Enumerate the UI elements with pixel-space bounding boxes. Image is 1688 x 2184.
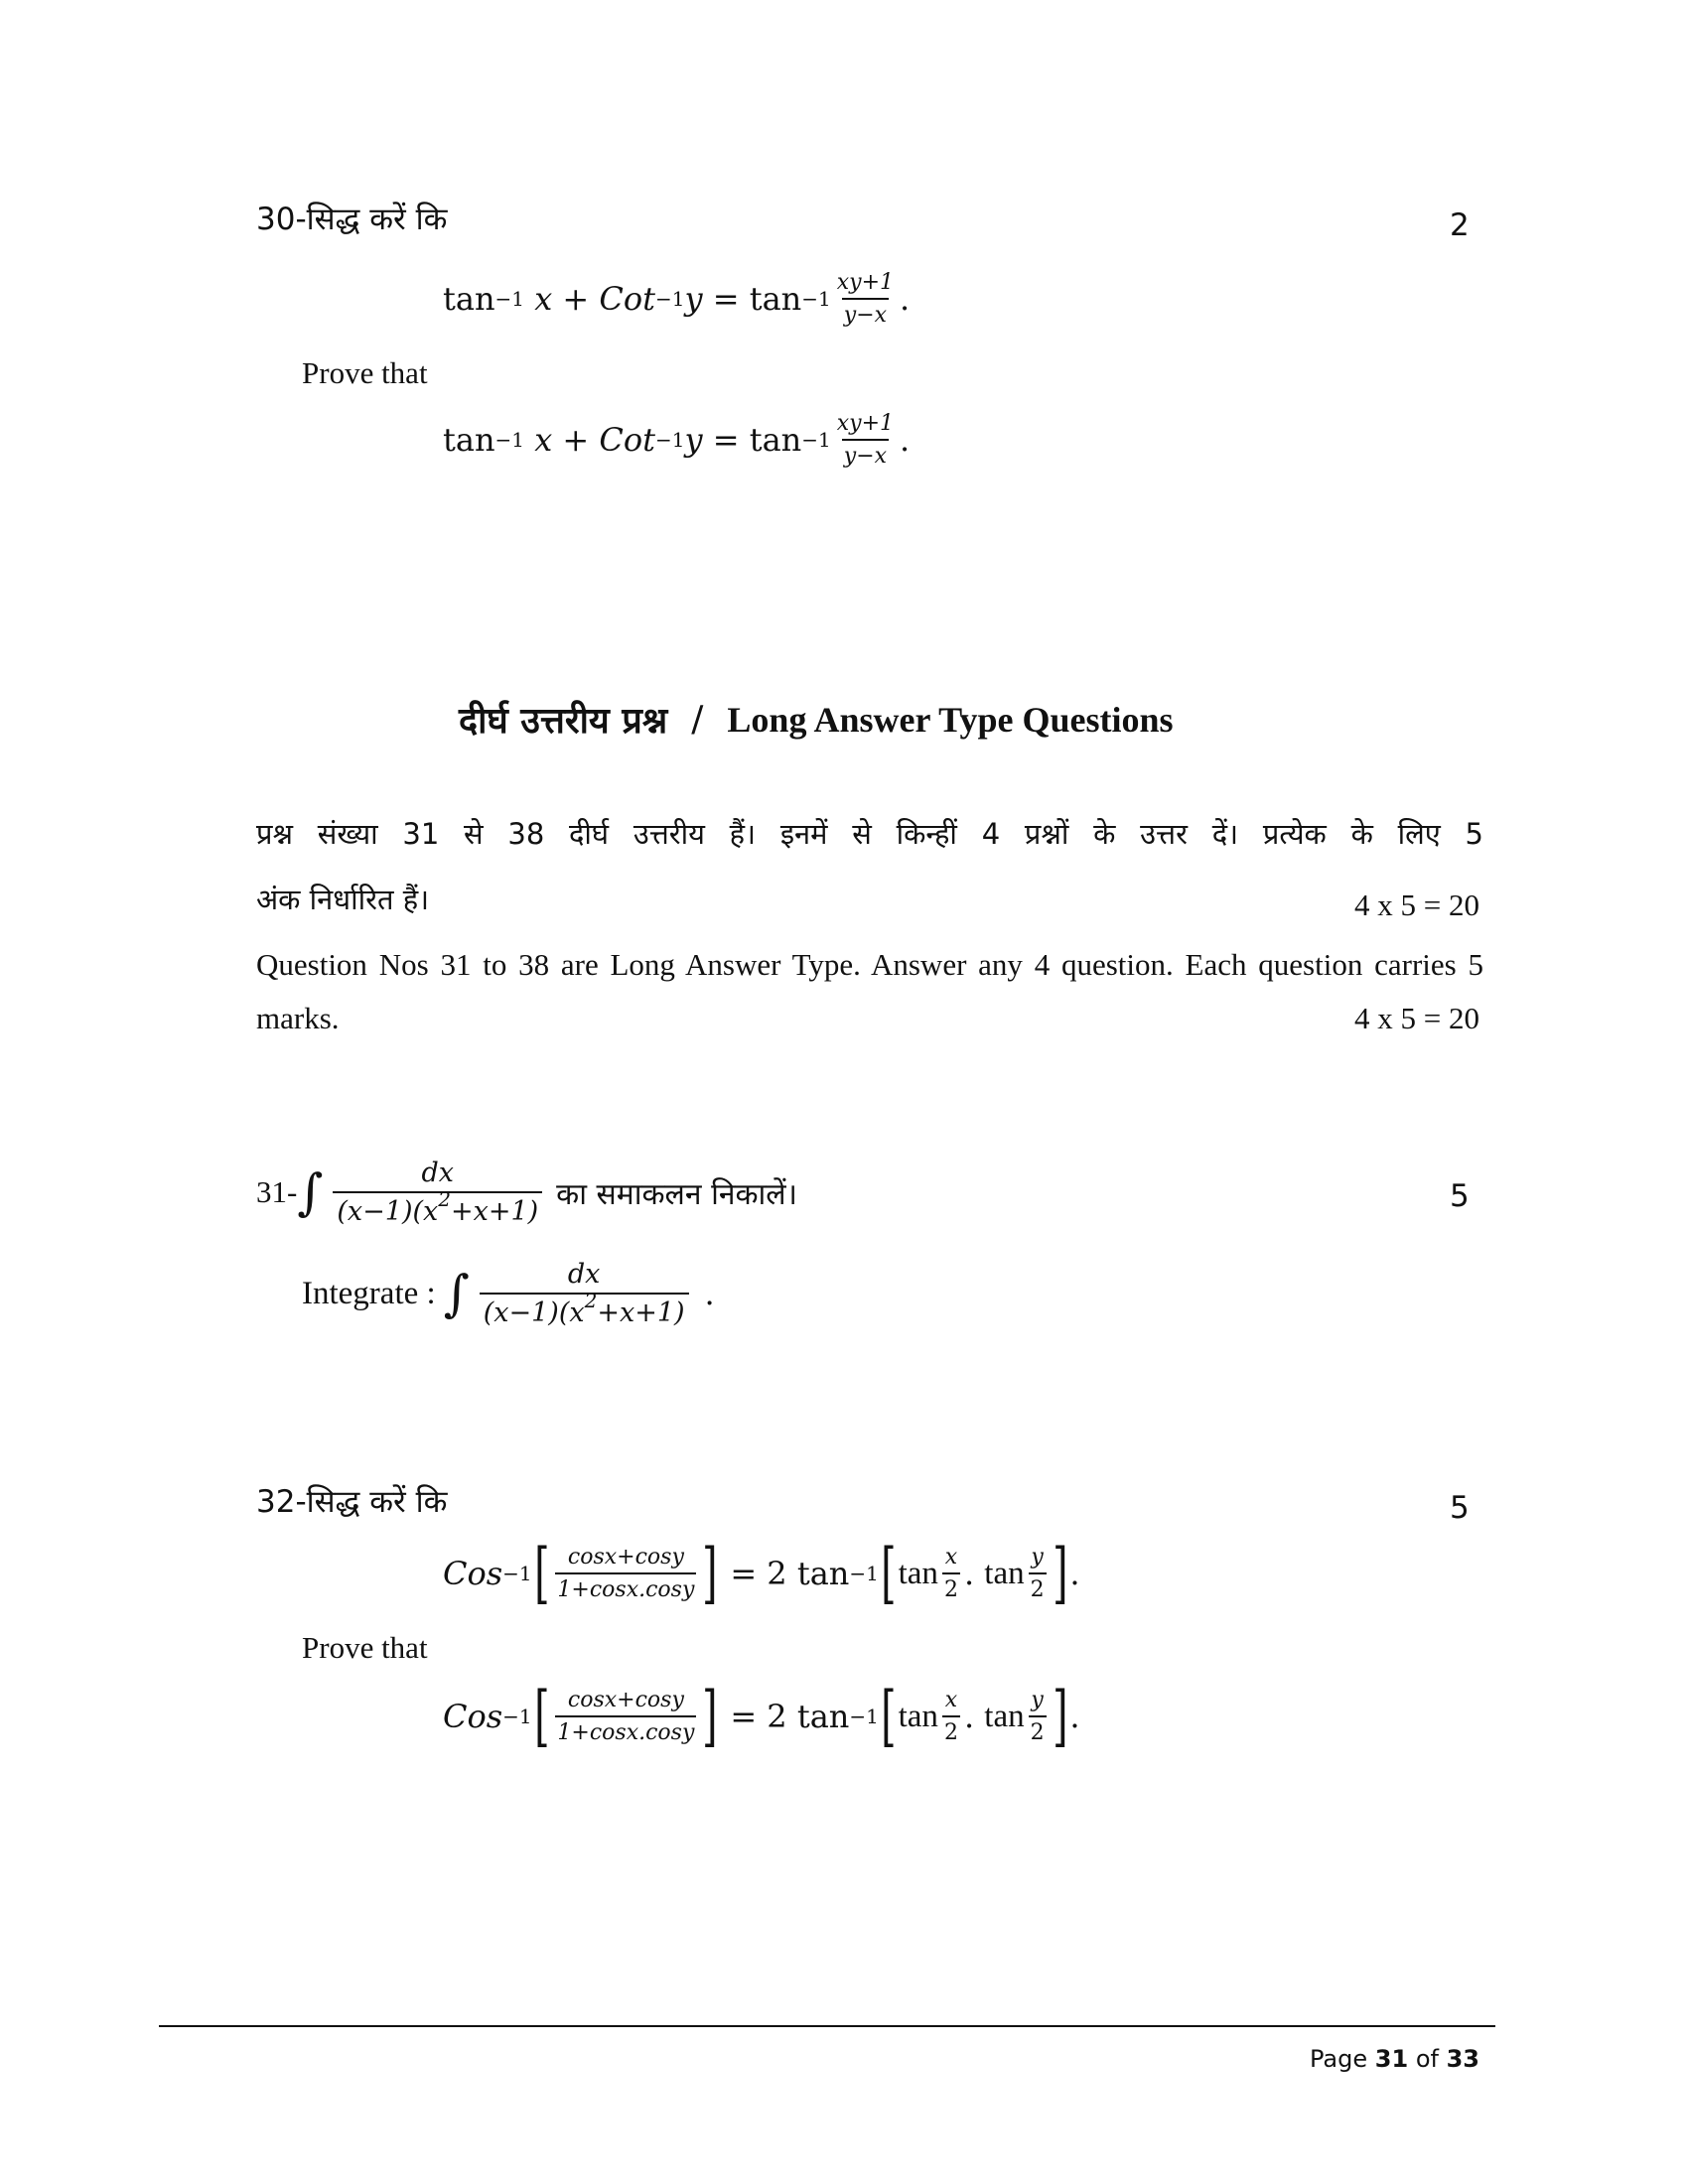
den-tail: +x+1) [450,1196,539,1227]
period: . [900,280,911,318]
numerator: y [1031,1545,1044,1570]
tan-fn: tan [443,421,495,459]
cos-fn: Cos [443,1555,503,1592]
var-x: x [534,421,553,459]
instructions-english-line1: Question Nos 31 to 38 are Long Answer Type. Answer any 4 question. Each question carries 5 [256,947,1483,982]
right-bracket-icon: ] [1052,1677,1068,1754]
den-head: (x−1)(x [483,1297,585,1328]
den-tail: +x+1) [597,1297,685,1328]
denominator [333,1187,542,1227]
left-bracket-icon: [ [881,1677,897,1754]
q32-equation-en: Cos −1 [ $\frac{\cos x+\cos y}{1+\cos x.\cos y}$ ] = 2 tan −1 [ tan $\frac{x}{2}$ . tan $\frac{y}{2}$ ] . [443,1677,1080,1754]
right-bracket-icon: ] [702,1534,718,1611]
numerator: cosx+cosy [567,1545,684,1570]
q30-equation-en: tan −1 x + Cot −1 y = tan −1 $\frac{xy+1}{y-x}$ . [443,411,911,469]
page-number [1192,2045,1479,2073]
numerator: xy+1 [836,411,895,436]
tan-fn: tan [749,280,802,318]
q30-marks: 2 [1450,207,1470,243]
den-head: (x−1)(x [337,1196,439,1227]
fraction [480,1259,689,1328]
numerator: cosx+cosy [567,1688,684,1712]
period: . [900,421,911,459]
tan-fn: tan [443,280,495,318]
section-title-english: Long Answer Type Questions [727,699,1174,740]
q31-question-hi [256,1158,797,1227]
right-bracket-icon: ] [702,1677,718,1754]
plus: + [562,421,590,459]
instructions-hindi-marks: 4 x 5 = 20 [1354,887,1479,922]
numerator: x [944,1545,958,1570]
left-bracket-icon: [ [533,1677,550,1754]
right-bracket-icon: ] [1052,1534,1068,1611]
coefficient: 2 [767,1555,787,1592]
tan-fn: tan [984,1698,1025,1734]
instructions-hindi-line1: प्रश्न संख्या 31 से 38 दीर्घ उत्तरीय हैं। इनमें से किन्हीं 4 प्रश्नों के उत्तर दें। प्रत्येक के लिए 5 [256,817,1483,851]
denominator: 1+cosx.cosy [555,1715,696,1745]
tan-fn: tan [898,1555,938,1591]
equals: = [730,1555,758,1592]
fraction [835,270,896,328]
page-word: Page [1310,2045,1368,2073]
denominator [480,1289,689,1328]
fraction [942,1688,960,1745]
denominator: 2 [1029,1715,1047,1745]
fraction [1029,1688,1047,1745]
section-title-hindi: दीर्घ उत्तरीय प्रश्न [459,701,668,742]
cos-fn: Cos [443,1698,503,1735]
q31-question-en [302,1259,715,1328]
numerator: dx [421,1158,455,1188]
plus: + [562,280,590,318]
fraction [555,1545,696,1602]
total-pages: 33 [1446,2045,1479,2073]
integral-icon: ∫ [443,1265,470,1322]
cot-fn: Cot [599,280,656,318]
denominator: 1+cosx.cosy [555,1572,696,1602]
section-heading [459,695,1174,744]
current-page: 31 [1374,2045,1409,2073]
section-slash: / [691,699,704,740]
denominator: y−x [842,298,889,328]
fraction [835,411,896,469]
fraction [555,1688,696,1745]
numerator: x [944,1688,958,1712]
left-bracket-icon: [ [533,1534,550,1611]
equals: = [712,421,740,459]
fraction [333,1158,542,1227]
instructions-hindi-line2: अंक निर्धारित हैं। [256,883,430,916]
equals: = [730,1698,758,1735]
q30-equation-hi: tan −1 x + Cot −1 y = tan −1 $\frac{xy+1}{y-x}$ . [443,270,911,328]
tan-fn: tan [898,1698,938,1734]
q31-marks: 5 [1450,1178,1470,1214]
dot: . [963,1555,975,1592]
q32-label: 32-सिद्ध करें कि [256,1484,448,1520]
footer-rule [159,2025,1495,2027]
period: . [704,1275,715,1312]
fraction [942,1545,960,1602]
denominator: y−x [842,439,889,469]
denominator: 2 [942,1715,960,1745]
var-y: y [684,280,703,318]
numerator: dx [567,1259,601,1290]
q32-prove-that: Prove that [302,1630,428,1665]
integral-icon: ∫ [297,1163,324,1221]
var-x: x [534,280,553,318]
period: . [1069,1555,1080,1592]
left-bracket-icon: [ [881,1534,897,1611]
q30-label: 30-सिद्ध करें कि [256,202,448,237]
instructions-english-line2: marks. [256,1001,340,1035]
coefficient: 2 [767,1698,787,1735]
numerator: xy+1 [836,270,895,295]
denominator: 2 [1029,1572,1047,1602]
tan-fn: tan [984,1555,1025,1591]
q32-equation-hi: Cos −1 [ $\frac{\cos x+\cos y}{1+\cos x.\cos y}$ ] = 2 tan −1 [ tan $\frac{x}{2}$ . tan $\frac{y}{2}$ ] . [443,1534,1080,1611]
var-y: y [684,421,703,459]
fraction [1029,1545,1047,1602]
instructions-english-marks: 4 x 5 = 20 [1354,1001,1479,1035]
q31-hindi-text: का समाकलन निकालें। [556,1176,798,1212]
dot: . [963,1698,975,1735]
tan-fn: tan [749,421,802,459]
exponent: 2 [438,1187,451,1211]
q31-number: 31- [256,1174,298,1209]
tan-fn: tan [796,1698,850,1735]
q32-marks: 5 [1450,1490,1470,1526]
integrate-label: Integrate : [302,1275,436,1311]
tan-fn: tan [796,1555,850,1592]
q30-prove-that: Prove that [302,355,428,390]
equals: = [712,280,740,318]
period: . [1069,1698,1080,1735]
of-word: of [1415,2045,1439,2073]
denominator: 2 [942,1572,960,1602]
exponent: 2 [584,1289,598,1312]
numerator: y [1031,1688,1044,1712]
cot-fn: Cot [599,421,656,459]
